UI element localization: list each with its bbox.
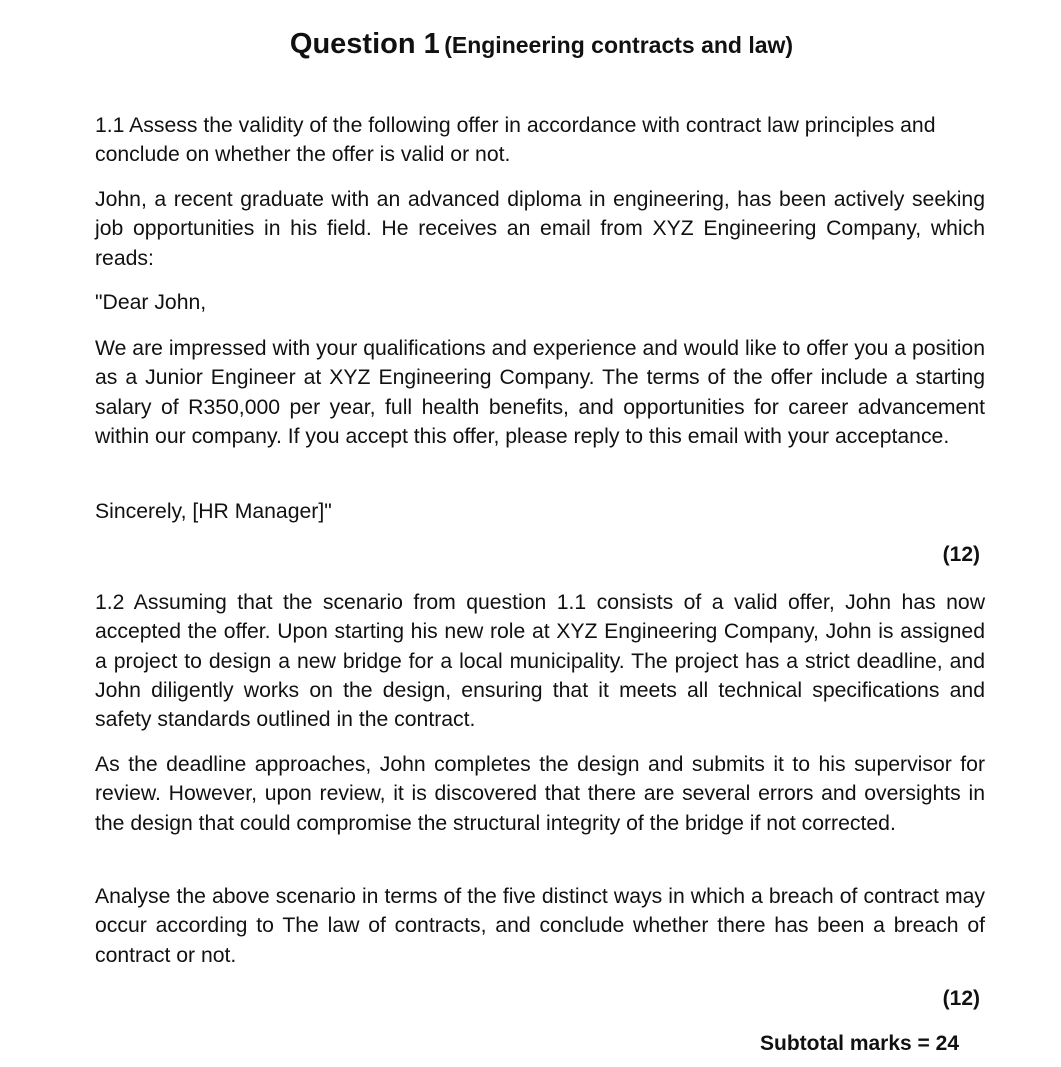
question-title	[0, 28, 1061, 61]
letter-signoff: Sincerely, [HR Manager]"	[95, 500, 332, 523]
q1-1-instruction: 1.1 Assess the validity of the following offer in accordance with contract law principles and conclude on whether the offer is valid or not.	[95, 114, 936, 167]
letter-greeting: "Dear John,	[95, 291, 207, 314]
q1-1-marks: (12)	[942, 543, 980, 566]
q1-2-instruction: Analyse the above scenario in terms of the five distinct ways in which a breach of contract may occur according to The law of contracts, and conclude whether there has been a breach of contract or not.	[95, 885, 985, 967]
question-title-sub: (Engineering contracts and law)	[444, 32, 794, 58]
q1-2-continuation: As the deadline approaches, John completes the design and submits it to his supervisor for review. However, upon review, it is discovered that there are several errors and oversights in the design that could compromise the structural integrity of the bridge if not corrected.	[95, 753, 985, 835]
subtotal-marks: Subtotal marks = 24	[760, 1032, 959, 1055]
q1-1-scenario: John, a recent graduate with an advanced diploma in engineering, has been actively seeking job opportunities in his field. He receives an email from XYZ Engineering Company, which reads:	[95, 188, 985, 270]
q1-2-marks: (12)	[942, 987, 980, 1010]
letter-body: We are impressed with your qualifications and experience and would like to offer you a position as a Junior Engineer at XYZ Engineering Company. The terms of the offer include a starting salary of R350,000 per year, full health benefits, and opportunities for career advancement within our company. If you accept this offer, please reply to this email with your acceptance.	[95, 337, 985, 448]
q1-2-scenario: 1.2 Assuming that the scenario from question 1.1 consists of a valid offer, John has now accepted the offer. Upon starting his new role at XYZ Engineering Company, John is assigned a project to design a new bridge for a local municipality. The project has a strict deadline, and John diligently works on the design, ensuring that it meets all technical specifications and safety standards outlined in the contract.	[95, 591, 985, 732]
question-title-main: Question 1	[289, 28, 440, 60]
